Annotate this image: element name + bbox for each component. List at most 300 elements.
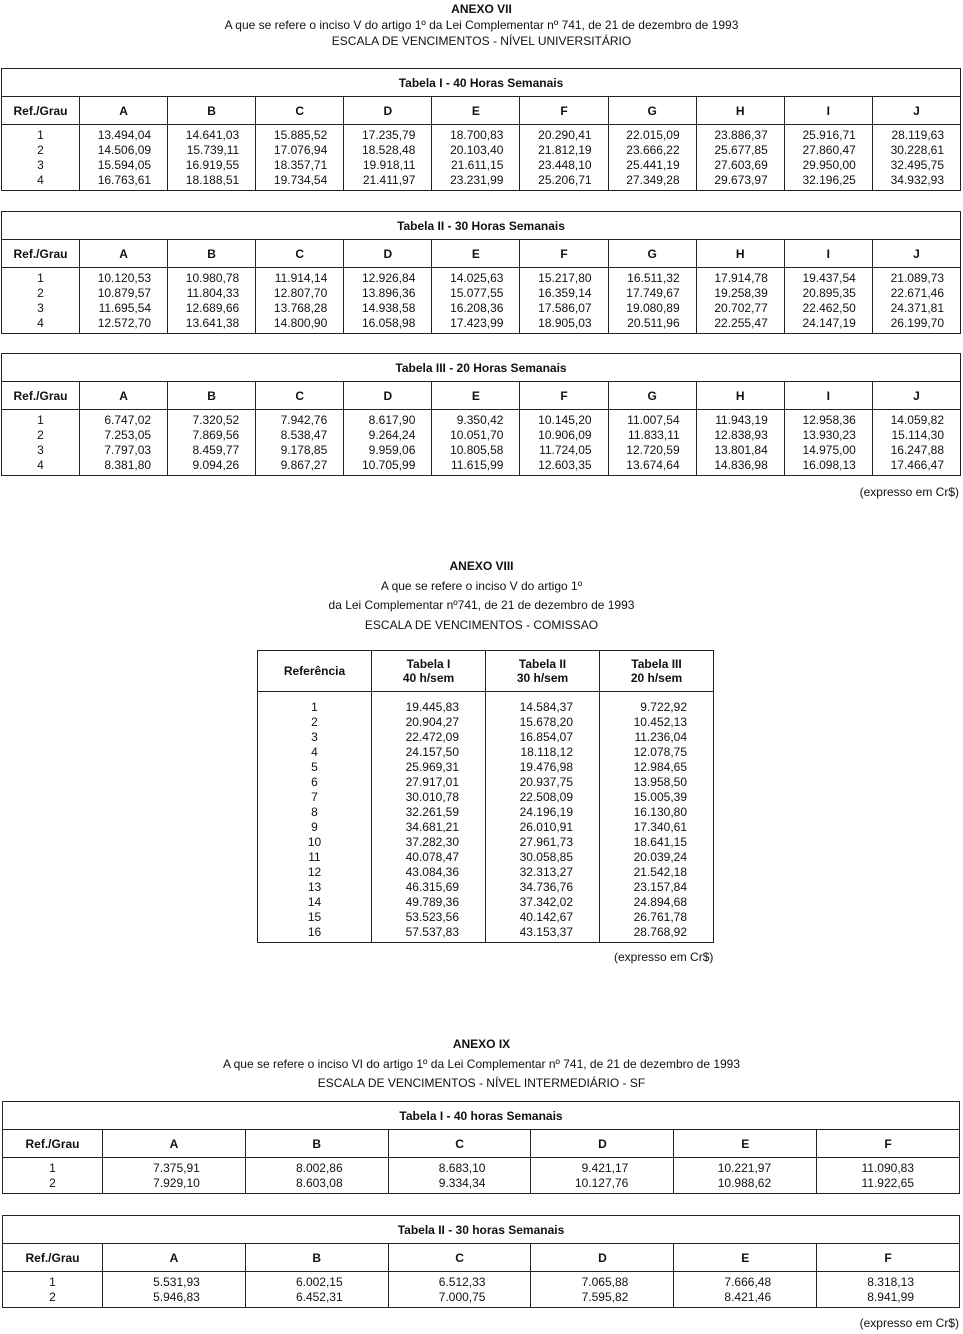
- ref-grau-header: Ref./Grau: [2, 382, 80, 410]
- value: 10.051,70: [450, 428, 504, 442]
- column-header-g: G: [608, 382, 696, 410]
- value: 49.789,36: [405, 895, 459, 909]
- value: 20.039,24: [633, 850, 687, 864]
- value-cell: [784, 268, 872, 334]
- ref-value: 1: [37, 128, 44, 142]
- value-cell: [80, 410, 168, 476]
- column-header-d: D: [344, 382, 432, 410]
- value: 16.247,88: [890, 443, 944, 457]
- value: 21.089,73: [890, 271, 944, 285]
- value: 12.572,70: [97, 316, 152, 330]
- value: 27.603,69: [714, 158, 768, 172]
- value: 19.734,54: [273, 173, 328, 187]
- value: 9.264,24: [368, 428, 416, 442]
- ref-value: 10: [307, 835, 322, 849]
- value: 18.357,71: [273, 158, 328, 172]
- value: 25.677,85: [714, 143, 768, 157]
- value: 34.736,76: [519, 880, 573, 894]
- ref-value: 16: [307, 925, 322, 939]
- column-header-f: F: [520, 382, 608, 410]
- column-header-f: F: [520, 97, 608, 125]
- anexo8-header: [0, 557, 963, 635]
- column-header-a: A: [103, 1130, 246, 1158]
- value: 18.118,12: [520, 745, 573, 759]
- value: 18.641,15: [633, 835, 687, 849]
- anexo8-table: [257, 650, 714, 943]
- value: 7.253,05: [104, 428, 152, 442]
- value: 10.988,62: [717, 1176, 772, 1190]
- anexo7-note: (expresso em Cr$): [859, 485, 959, 499]
- ref-value: 1: [37, 413, 44, 427]
- ref-grau-header: Ref./Grau: [3, 1130, 103, 1158]
- value: 10.879,57: [97, 286, 152, 300]
- value: 11.236,04: [634, 730, 687, 744]
- value-cell: [388, 1272, 531, 1308]
- value: 16.359,14: [538, 286, 592, 300]
- value: 8.617,90: [368, 413, 416, 427]
- column-header-a: A: [80, 382, 168, 410]
- column-header-d: D: [531, 1130, 674, 1158]
- table-caption: Tabela I - 40 horas Semanais: [3, 1102, 960, 1130]
- value: 43.153,37: [519, 925, 573, 939]
- value: 29.950,00: [802, 158, 856, 172]
- anexo9-table-1: [2, 1101, 960, 1194]
- value: 30.010,78: [405, 790, 459, 804]
- ref-value: 14: [307, 895, 322, 909]
- value: 37.342,02: [519, 895, 573, 909]
- value: 32.261,59: [405, 805, 459, 819]
- ref-value: 2: [37, 143, 44, 157]
- value: 21.611,15: [450, 158, 504, 172]
- column-header-d: D: [531, 1244, 674, 1272]
- column-header-b: B: [168, 240, 256, 268]
- value: 9.959,06: [368, 443, 416, 457]
- value: 13.674,64: [626, 458, 680, 472]
- ref-value: 13: [307, 880, 322, 894]
- value: 11.724,05: [539, 443, 592, 457]
- anexo8-scale: ESCALA DE VENCIMENTOS - COMISSAO: [364, 617, 599, 632]
- data-row: [3, 1158, 960, 1194]
- ref-value: 1: [311, 700, 318, 714]
- value-cell: [344, 410, 432, 476]
- value: 15.114,30: [891, 428, 944, 442]
- value: 13.494,04: [97, 128, 152, 142]
- value-cell: [372, 692, 486, 943]
- value-cell: [103, 1272, 246, 1308]
- value: 53.523,56: [405, 910, 459, 924]
- value: 11.090,83: [861, 1161, 914, 1175]
- anexo8-line1: A que se refere o inciso V do artigo 1º: [380, 578, 583, 593]
- value: 6.512,33: [438, 1275, 486, 1289]
- value: 17.340,61: [633, 820, 687, 834]
- value: 9.421,17: [581, 1161, 629, 1175]
- value: 32.495,75: [890, 158, 944, 172]
- column-header-j: J: [872, 97, 960, 125]
- column-header-row: [3, 1130, 960, 1158]
- column-header-j: J: [872, 382, 960, 410]
- tabela-3-hours: 20 h/sem: [630, 671, 683, 685]
- column-header-row: [2, 97, 961, 125]
- value: 19.476,98: [519, 760, 573, 774]
- value: 18.905,03: [538, 316, 592, 330]
- value: 40.142,67: [519, 910, 573, 924]
- ref-value: 11: [308, 850, 321, 864]
- value: 43.084,36: [405, 865, 459, 879]
- ref-cell: [2, 268, 80, 334]
- value: 30.228,61: [890, 143, 944, 157]
- column-header-e: E: [432, 240, 520, 268]
- anexo7-title: ANEXO VII: [451, 2, 512, 16]
- value: 17.076,94: [273, 143, 328, 157]
- value-cell: [674, 1158, 817, 1194]
- value-cell: [872, 410, 960, 476]
- value: 7.666,48: [724, 1275, 772, 1289]
- value: 13.768,28: [273, 301, 328, 315]
- ref-cell: [2, 125, 80, 191]
- value: 17.914,78: [714, 271, 768, 285]
- ref-value: 6: [311, 775, 318, 789]
- value: 17.749,67: [626, 286, 680, 300]
- value: 22.255,47: [714, 316, 768, 330]
- value: 30.058,85: [519, 850, 573, 864]
- ref-value: 1: [49, 1275, 56, 1289]
- tabela-3-label: Tabela III: [631, 657, 682, 671]
- value: 11.833,11: [628, 428, 680, 442]
- value: 7.869,56: [192, 428, 240, 442]
- value: 12.984,65: [633, 760, 687, 774]
- ref-value: 2: [37, 428, 44, 442]
- value: 26.761,78: [633, 910, 687, 924]
- value: 15.005,39: [633, 790, 687, 804]
- column-header-f: F: [817, 1130, 960, 1158]
- column-header-row: [2, 240, 961, 268]
- column-header-h: H: [696, 97, 784, 125]
- referencia-header: [258, 651, 372, 692]
- value: 40.078,47: [405, 850, 459, 864]
- value: 11.922,65: [861, 1176, 914, 1190]
- value: 7.797,03: [104, 443, 152, 457]
- ref-grau-header: Ref./Grau: [2, 97, 80, 125]
- ref-value: 4: [37, 458, 44, 472]
- value: 12.078,75: [633, 745, 687, 759]
- value: 14.506,09: [97, 143, 152, 157]
- column-header-row: [258, 651, 714, 692]
- value-cell: [168, 125, 256, 191]
- column-header-b: B: [168, 97, 256, 125]
- value: 10.127,76: [574, 1176, 629, 1190]
- ref-value: 5: [311, 760, 318, 774]
- value: 14.059,82: [890, 413, 944, 427]
- data-row: [3, 1272, 960, 1308]
- value: 11.695,54: [98, 301, 152, 315]
- value: 13.958,50: [633, 775, 687, 789]
- value: 57.537,83: [405, 925, 459, 939]
- value: 8.421,46: [724, 1290, 772, 1304]
- value-cell: [388, 1158, 531, 1194]
- value: 32.196,25: [802, 173, 856, 187]
- value: 19.258,39: [714, 286, 768, 300]
- value: 27.917,01: [405, 775, 459, 789]
- value: 7.065,88: [581, 1275, 629, 1289]
- value: 9.334,34: [438, 1176, 486, 1190]
- value: 8.683,10: [438, 1161, 486, 1175]
- value: 5.531,93: [153, 1275, 200, 1289]
- value-cell: [608, 268, 696, 334]
- value: 16.763,61: [97, 173, 152, 187]
- value: 20.904,27: [405, 715, 459, 729]
- ref-value: 12: [307, 865, 322, 879]
- column-header-b: B: [245, 1244, 388, 1272]
- value-cell: [520, 125, 608, 191]
- anexo7-scale: ESCALA DE VENCIMENTOS - NÍVEL UNIVERSITÁRIO: [331, 34, 632, 48]
- value: 7.942,76: [280, 413, 328, 427]
- value: 34.932,93: [890, 173, 944, 187]
- ref-cell: [258, 692, 372, 943]
- value: 7.375,91: [153, 1161, 200, 1175]
- ref-value: 8: [311, 805, 318, 819]
- value: 7.929,10: [153, 1176, 200, 1190]
- value: 13.641,38: [185, 316, 240, 330]
- value: 11.804,33: [186, 286, 240, 300]
- value-cell: [784, 125, 872, 191]
- anexo7-header: [0, 1, 963, 49]
- value: 14.800,90: [273, 316, 328, 330]
- value: 14.641,03: [185, 128, 240, 142]
- ref-value: 4: [311, 745, 318, 759]
- column-header-a: A: [80, 97, 168, 125]
- ref-value: 3: [311, 730, 318, 744]
- tabela-2-label: Tabela II: [518, 657, 567, 671]
- value-cell: [872, 268, 960, 334]
- value: 10.805,58: [450, 443, 504, 457]
- value: 16.208,36: [450, 301, 504, 315]
- column-header-a: A: [103, 1244, 246, 1272]
- ref-grau-header: Ref./Grau: [2, 240, 80, 268]
- value: 22.462,50: [802, 301, 856, 315]
- value: 19.918,11: [362, 158, 416, 172]
- value-cell: [80, 268, 168, 334]
- value: 29.673,97: [714, 173, 768, 187]
- value: 15.739,11: [186, 143, 240, 157]
- value: 15.077,55: [450, 286, 504, 300]
- column-header-c: C: [388, 1130, 531, 1158]
- value: 19.437,54: [802, 271, 856, 285]
- value: 19.445,83: [405, 700, 459, 714]
- anexo9-note: (expresso em Cr$): [859, 1316, 959, 1330]
- value: 27.860,47: [802, 143, 856, 157]
- column-header-c: C: [256, 97, 344, 125]
- column-header-c: C: [256, 240, 344, 268]
- value-cell: [80, 125, 168, 191]
- ref-cell: [2, 410, 80, 476]
- value: 16.854,07: [519, 730, 573, 744]
- value: 11.943,19: [715, 413, 768, 427]
- value-cell: [520, 268, 608, 334]
- value: 20.103,40: [450, 143, 504, 157]
- value: 27.961,73: [519, 835, 573, 849]
- value: 12.838,93: [714, 428, 768, 442]
- ref-value: 9: [311, 820, 318, 834]
- ref-value: 3: [37, 158, 44, 172]
- anexo9-subtitle: A que se refere o inciso VI do artigo 1º da Lei Complementar nº 741, de 21 de dezembro de 1993: [222, 1056, 741, 1071]
- column-header-d: D: [344, 97, 432, 125]
- ref-value: 2: [37, 286, 44, 300]
- value: 14.836,98: [714, 458, 768, 472]
- value: 17.466,47: [890, 458, 944, 472]
- value-cell: [817, 1272, 960, 1308]
- value: 6.747,02: [104, 413, 152, 427]
- value: 9.722,92: [640, 700, 687, 714]
- value: 10.452,13: [633, 715, 687, 729]
- value: 7.000,75: [438, 1290, 486, 1304]
- value: 10.980,78: [185, 271, 240, 285]
- value: 11.615,99: [450, 458, 504, 472]
- anexo8-note: (expresso em Cr$): [614, 950, 714, 964]
- table-caption: Tabela II - 30 horas Semanais: [3, 1216, 960, 1244]
- value: 9.350,42: [456, 413, 504, 427]
- value: 25.206,71: [538, 173, 592, 187]
- ref-value: 2: [49, 1290, 56, 1304]
- value: 26.199,70: [890, 316, 944, 330]
- tabela-1-hours: 40 h/sem: [402, 671, 455, 685]
- value-cell: [608, 125, 696, 191]
- value-cell: [696, 125, 784, 191]
- value: 22.508,09: [519, 790, 573, 804]
- value: 7.320,52: [192, 413, 240, 427]
- value-cell: [432, 268, 520, 334]
- value: 15.594,05: [97, 158, 152, 172]
- tabela-2-hours: 30 h/sem: [516, 671, 569, 685]
- value: 11.007,54: [627, 413, 680, 427]
- value-cell: [245, 1158, 388, 1194]
- value: 8.318,13: [867, 1275, 914, 1289]
- value: 13.896,36: [361, 286, 416, 300]
- column-header-h: H: [696, 382, 784, 410]
- column-header-b: B: [245, 1130, 388, 1158]
- value: 24.371,81: [890, 301, 944, 315]
- ref-value: 7: [311, 790, 318, 804]
- value: 12.958,36: [802, 413, 856, 427]
- referencia-label: Referência: [283, 664, 346, 678]
- value-cell: [520, 410, 608, 476]
- value: 22.015,09: [626, 128, 680, 142]
- column-header-e: E: [674, 1244, 817, 1272]
- value: 37.282,30: [405, 835, 459, 849]
- value: 23.666,22: [626, 143, 680, 157]
- tabela-2-header: [486, 651, 600, 692]
- value-cell: [784, 410, 872, 476]
- value-cell: [256, 125, 344, 191]
- value-cell: [486, 692, 600, 943]
- value: 8.538,47: [280, 428, 328, 442]
- value-cell: [168, 268, 256, 334]
- value: 15.678,20: [519, 715, 573, 729]
- value: 15.885,52: [273, 128, 328, 142]
- value: 46.315,69: [405, 880, 459, 894]
- value: 5.946,83: [153, 1290, 200, 1304]
- value: 24.147,19: [802, 316, 856, 330]
- anexo7-table-1: [1, 68, 961, 191]
- value-cell: [344, 268, 432, 334]
- value: 12.689,66: [185, 301, 240, 315]
- value-cell: [817, 1158, 960, 1194]
- value: 12.926,84: [361, 271, 416, 285]
- column-header-a: A: [80, 240, 168, 268]
- anexo8-title: ANEXO VIII: [449, 559, 514, 573]
- data-row: [258, 692, 714, 943]
- column-header-b: B: [168, 382, 256, 410]
- anexo9-scale: ESCALA DE VENCIMENTOS - NÍVEL INTERMEDIÁRIO - SF: [317, 1076, 646, 1090]
- column-header-i: I: [784, 97, 872, 125]
- anexo7-table-3: [1, 353, 961, 476]
- value-cell: [872, 125, 960, 191]
- column-header-c: C: [388, 1244, 531, 1272]
- value: 12.720,59: [626, 443, 680, 457]
- value: 23.157,84: [633, 880, 687, 894]
- value: 12.807,70: [273, 286, 328, 300]
- anexo7-subtitle: A que se refere o inciso V do artigo 1º da Lei Complementar nº 741, de 21 de dezembro de 1993: [224, 18, 739, 32]
- value: 20.702,77: [714, 301, 768, 315]
- value: 16.511,32: [627, 271, 680, 285]
- tabela-1-header: [372, 651, 486, 692]
- value-cell: [344, 125, 432, 191]
- value-cell: [245, 1272, 388, 1308]
- value: 32.313,27: [519, 865, 573, 879]
- value: 23.231,99: [450, 173, 504, 187]
- value: 28.768,92: [633, 925, 687, 939]
- value-cell: [256, 268, 344, 334]
- value-cell: [531, 1272, 674, 1308]
- value: 22.671,46: [890, 286, 944, 300]
- column-header-c: C: [256, 382, 344, 410]
- value: 16.098,13: [802, 458, 856, 472]
- value: 10.120,53: [97, 271, 152, 285]
- value-cell: [432, 410, 520, 476]
- value: 15.217,80: [538, 271, 592, 285]
- value: 21.542,18: [633, 865, 687, 879]
- value-cell: [674, 1272, 817, 1308]
- column-header-g: G: [608, 240, 696, 268]
- value: 17.586,07: [538, 301, 592, 315]
- table-caption: Tabela I - 40 Horas Semanais: [2, 69, 961, 97]
- tabela-1-label: Tabela I: [406, 657, 451, 671]
- ref-value: 4: [37, 316, 44, 330]
- value: 16.919,55: [185, 158, 240, 172]
- ref-value: 3: [37, 301, 44, 315]
- value: 8.002,86: [295, 1161, 343, 1175]
- ref-value: 15: [307, 910, 322, 924]
- anexo9-table-2: [2, 1215, 960, 1308]
- value: 25.969,31: [405, 760, 459, 774]
- value: 14.584,37: [519, 700, 573, 714]
- value: 13.930,23: [802, 428, 856, 442]
- value-cell: [696, 410, 784, 476]
- value: 19.080,89: [626, 301, 680, 315]
- value: 10.906,09: [538, 428, 592, 442]
- column-header-f: F: [520, 240, 608, 268]
- value-cell: [432, 125, 520, 191]
- value: 24.157,50: [405, 745, 459, 759]
- value: 21.812,19: [538, 143, 592, 157]
- anexo9-title: ANEXO IX: [452, 1037, 511, 1051]
- value: 22.472,09: [405, 730, 459, 744]
- anexo9-header: [0, 1035, 963, 1094]
- value-cell: [531, 1158, 674, 1194]
- value: 27.349,28: [626, 173, 680, 187]
- column-header-g: G: [608, 97, 696, 125]
- anexo7-table-2: [1, 211, 961, 334]
- value: 7.595,82: [581, 1290, 629, 1304]
